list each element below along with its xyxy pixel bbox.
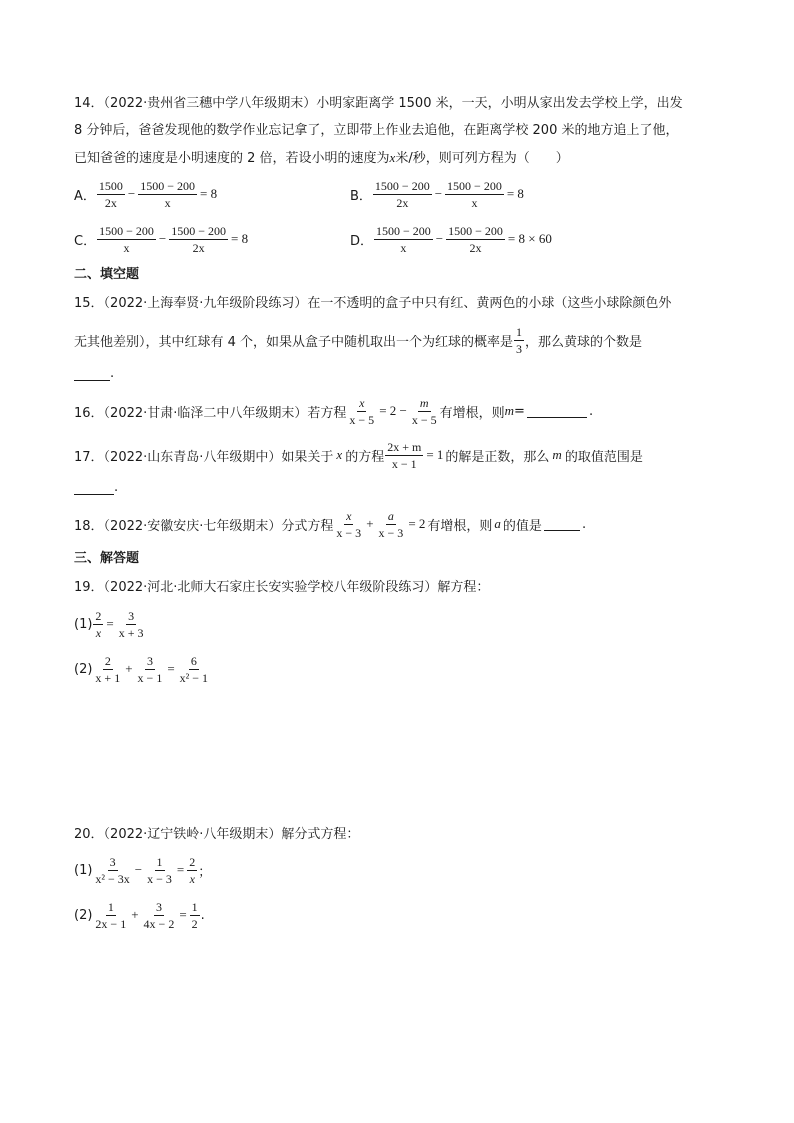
q18: 18．（2022·安徽安庆·七年级期末）分式方程 $\frac{x}{x - 3}$ + $\frac{a}{x - 3}$ = 2 有增根，则 a 的值是 . (74, 508, 587, 540)
fraction: $\frac{1}{3}$ (516, 324, 523, 356)
answer-blank[interactable] (74, 482, 114, 495)
q19-part-2: (2) $\frac{2}{x + 1}$ + $\frac{3}{x - 1}$ = $\frac{6}{\text{x² − 1}}$ (74, 653, 209, 685)
answer-blank[interactable] (74, 368, 110, 381)
fraction: $\frac{3}{x + 3}$ (118, 608, 144, 640)
q20-part-1: (1) $\frac{3}{\text{x² − 3x}}$ − $\frac{1}{x - 3}$ = $\frac{2}{x}$ ； (74, 854, 212, 886)
fraction: $\frac{1500 - 200}{2x}$ (374, 178, 430, 210)
option-c-label: C． (74, 233, 97, 249)
fraction: $\frac{1}{x - 3}$ (147, 854, 172, 886)
fraction: $\frac{2}{x}$ (95, 608, 102, 640)
fraction: $\frac{1500 - 200}{x}$ (140, 178, 196, 210)
q14-line-3-text-a: 已知爸爸的速度是小明速度的 2 倍，若设小明的速度为 (74, 151, 390, 166)
answer-blank[interactable] (527, 405, 587, 418)
fraction: $\frac{3}{\text{x² − 3x}}$ (95, 854, 130, 886)
fraction: $\frac{2}{x}$ (189, 854, 196, 886)
q16: 16．（2022·甘肃·临泽二中八年级期末）若方程 $\frac{x}{x - 5}$ = 2 − $\frac{m}{x - 5}$ 有增根，则 m = . (74, 395, 594, 427)
q14-line-3 (74, 149, 569, 168)
q14-line-2: 8 分钟后，爸爸发现他的数学作业忘记拿了，立即带上作业去追他，在距离学校 200 米的地方追上了他， (74, 123, 679, 138)
q14-option-c[interactable]: C． $\frac{1500 - 200}{x}$ − $\frac{1500 - 200}{2x}$ = 8 (74, 223, 249, 255)
fraction: $\frac{1500 - 200}{x}$ (99, 223, 154, 255)
fraction: $\frac{3}{4x - 2}$ (143, 899, 175, 931)
q15-line-1: 15．（2022·上海奉贤·九年级阶段练习）在一不透明的盒子中只有红、黄两色的小球（这些小球除颜色外 (74, 296, 672, 311)
fraction: $\frac{3}{x - 1}$ (137, 653, 163, 685)
fraction: $\frac{1500 - 200}{x}$ (447, 178, 502, 210)
q19-part-1: (1) $\frac{2}{x}$ = $\frac{3}{x + 3}$ (74, 608, 144, 640)
fraction: $\frac{1500 - 200}{2x}$ (171, 223, 226, 255)
fraction: $\frac{m}{x - 5}$ (411, 395, 437, 427)
q14-var-x: x (389, 150, 396, 165)
q20-part-2: (2) $\frac{1}{2x - 1}$ + $\frac{3}{4x - 2}$ = $\frac{1}{2}$ . (74, 899, 205, 931)
fraction: $\frac{1500}{2x}$ (98, 178, 123, 210)
fraction: $\frac{1}{2x - 1}$ (95, 899, 127, 931)
q17-line-1: 17．（2022·山东青岛·八年级期中）如果关于 x 的方程 $\frac{2x + m}{x - 1}$ = 1 的解是正数，那么 m 的取值范围是 (74, 439, 643, 471)
option-d-label: D． (350, 233, 374, 249)
fraction: $\frac{x}{x - 3}$ (336, 508, 362, 540)
option-b-label: B． (350, 188, 372, 204)
fraction: $\frac{1500 - 200}{x}$ (376, 223, 431, 255)
q14-option-d[interactable]: D． $\frac{1500 - 200}{x}$ − $\frac{1500 - 200}{2x}$ = 8 × 60 (350, 223, 552, 255)
q15-line-3: . (74, 366, 114, 381)
fraction: $\frac{a}{x - 3}$ (378, 508, 404, 540)
fraction: $\frac{2x + m}{x - 1}$ (387, 439, 422, 471)
q17-line-2: . (74, 480, 118, 495)
fraction: $\frac{x}{x - 5}$ (349, 395, 375, 427)
q19-title: 19．（2022·河北·北师大石家庄长安实验学校八年级阶段练习）解方程： (74, 580, 490, 595)
q15-line-2: 无其他差别），其中红球有 4 个，如果从盒子中随机取出一个为红球的概率是 $\frac{1}{3}$ ，那么黄球的个数是 (74, 324, 643, 356)
option-a-label: A． (74, 188, 96, 204)
section-fill-in-blank-heading: 二、填空题 (74, 267, 140, 282)
fraction: $\frac{1500 - 200}{2x}$ (448, 223, 503, 255)
fraction: $\frac{2}{x + 1}$ (95, 653, 121, 685)
q14-line-3-text-b: 米/秒，则可列方程为（ ） (395, 151, 569, 166)
q14-option-a[interactable]: A． $\frac{1500}{2x}$ − $\frac{1500 - 200}{x}$ = 8 (74, 178, 218, 210)
section-solve-heading: 三、解答题 (74, 551, 140, 566)
fraction: $\frac{6}{\text{x² − 1}}$ (179, 653, 209, 685)
q14-line-1: 14．（2022·贵州省三穗中学八年级期末）小明家距离学 1500 米，一天，小明从家出发去学校上学，出发 (74, 96, 683, 111)
fraction: $\frac{1}{2}$ (191, 899, 198, 931)
q20-title: 20．（2022·辽宁铁岭·八年级期末）解分式方程： (74, 827, 360, 842)
q14-option-b[interactable]: B． $\frac{1500 - 200}{2x}$ − $\frac{1500 - 200}{x}$ = 8 (350, 178, 524, 210)
answer-blank[interactable] (544, 518, 580, 531)
